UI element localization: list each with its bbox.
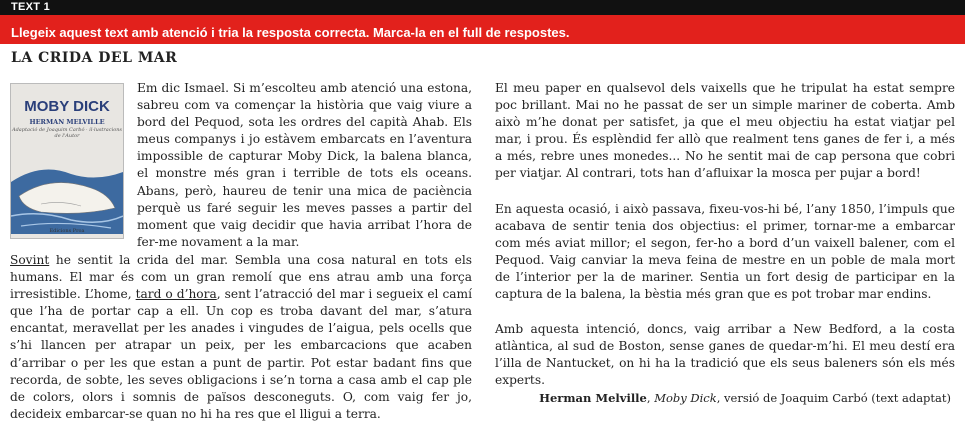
cover-subtitle: Adaptació de Joaquim Carbó · il·lustracions de l'Autor [11, 127, 122, 139]
left-column-top [137, 80, 472, 251]
paragraph: Amb aquesta intenció, doncs, vaig arribar a New Bedford, a la costa atlàntica, al sud de Boston, sense ganes de quedar-m’hi. El meu destí era l’illa de Nantucket, on hi ha la tradició que els seus baleners són els més experts. [495, 322, 955, 388]
paragraph: Em dic Ismael. Si m’escolteu amb atenció una estona, sabreu com va començar la història que vaig viure a bord del Pequod, sota les ordres del capità Ahab. Els meus companys i jo estàvem embarcats en l’aventura impossible de capturar Moby Dick, la balena blanca, el monstre més gran i terrible de tots els oceans. Abans, però, haureu de tenir una mica de paciència perquè us faré seguir les meves passes a partir del moment que vaig decidir que havia arribat l’hora de fer-me novament a la mar. [137, 81, 472, 249]
book-cover-image [10, 83, 124, 239]
left-column-bottom [10, 252, 472, 423]
instruction-bar [0, 15, 965, 44]
page-title: LA CRIDA DEL MAR [11, 50, 178, 66]
section-header-bar [0, 0, 965, 15]
credit-work: Moby Dick [654, 391, 717, 405]
whale-illustration [11, 134, 123, 234]
cover-publisher: Edicions Proa [49, 228, 85, 234]
underlined-word: Sovint [10, 253, 50, 267]
section-label: TEXT 1 [11, 1, 51, 13]
paragraph: En aquesta ocasió, i això passava, fixeu-vos-hi bé, l’any 1850, l’impuls que acabava de sentir tenia dos objectius: el primer, tornar-me a embarcar com més aviat millor; el segon, fer-ho a bord d’un vaixell balener, com el Pequod. Vaig canviar la meva feina de mestre en un poble de mala mort de l’interior per la de mariner. Sentia un fort desig de participar en la captura de la balena, la bèstia més gran que es pot trobar mar endins. [495, 201, 955, 302]
instruction-text: Llegeix aquest text amb atenció i tria la resposta correcta. Marca-la en el full de respostes. [11, 25, 570, 40]
cover-author: HERMAN MELVILLE [29, 118, 105, 126]
paragraph: El meu paper en qualsevol dels vaixells que he tripulat ha estat sempre poc brillant. Mai no he passat de ser un simple mariner de coberta. Amb això m’he donat per satisfet, ja que el meu objectiu ha estat viatjar pel mar, i prou. És esplèndid fer allò que realment tens ganes de fer i, a més a més, rebre unes monedes... No he sentit mai de cap persona que cobri per viatjar. Al contrari, tots han d’afluixar la mosca per pujar a bord! [495, 81, 955, 181]
source-credit: Herman Melville, Moby Dick, versió de Joaquim Carbó (text adaptat) [539, 391, 951, 405]
paragraph: Sovint he sentit la crida del mar. Sembla una cosa natural en tots els humans. El mar és com un gran remolí que ens atrau amb una força irresistible. L’home, tard o d’hora, sent l’atracció del mar i segueix el camí que l’ha de portar cap a ell. Un cop es troba davant del mar, s’atura encantat, meravellat per les anades i vingudes de l’aigua, pels ocells que s’hi llancen per atrapar un peix, per les embarcacions que acaben d’arribar o per les que estan a punt de partir. Pot estar badant fins que recorda, de sobte, les seves obligacions i se’n torna a casa amb el cap ple de colors, olors i somnis de països desconeguts. O, com vaig fer jo, decideix embarcar-se quan no hi ha res que el lligui a terra. [10, 253, 472, 421]
credit-author: Herman Melville [539, 391, 647, 405]
cover-title: MOBY DICK [24, 98, 110, 115]
underlined-phrase: tard o d’hora [135, 287, 217, 302]
right-column [495, 80, 955, 390]
